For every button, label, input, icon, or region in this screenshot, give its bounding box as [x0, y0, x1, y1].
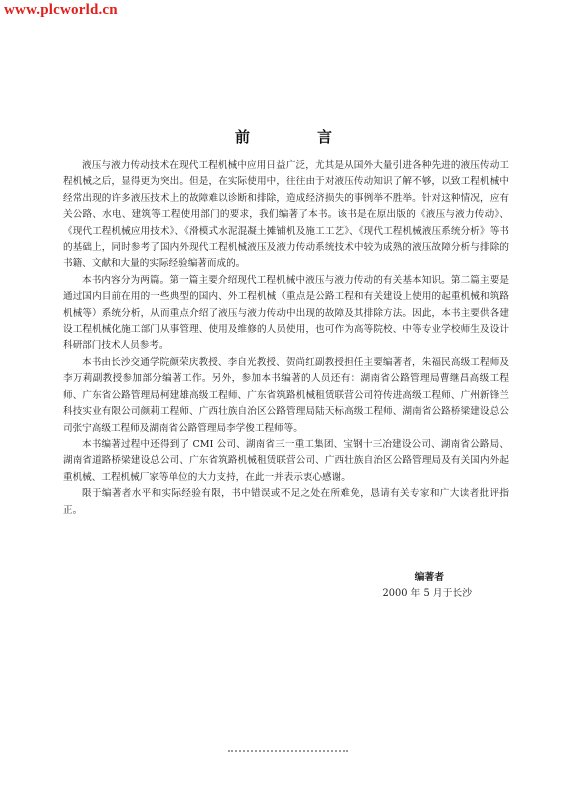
paragraph-1: 液压与液力传动技术在现代工程机械中应用日益广泛，尤其是从国外大量引进各种先进的液压传动工程机械之后，显得更为突出。但是，在实际使用中，往往由于对液压传动知识了解不够，以致工程机械中经常出现的许多液压技术上的故障难以诊断和排除，造成经济损失的事例举不胜举。针对这种情况，应有关公路、水电、建筑等工程使用部门的要求，我们编著了本书。该书是在原出版的《液压与液力传动》、《现代工程机械应用技术》、《滑模式水泥混凝土摊铺机及施工工艺》、《现代工程机械液压系统分析》等书的基础上，同时参考了国内外现代工程机械液压及液力传动系统技术中较为成熟的液压故障分析与排除的书籍、文献和大量的实际经验编著而成的。 [63, 160, 509, 270]
preface-body [63, 158, 509, 519]
signature-date: 2000 年 5 月于长沙 [382, 588, 472, 599]
page-title: 前 言 [234, 128, 358, 146]
paragraph-5: 限于编著者水平和实际经验有限，书中错误或不足之处在所难免，恳请有关专家和广大读者批评指正。 [63, 488, 509, 516]
scan-artifact-divider [228, 750, 348, 754]
watermark-url: www.plcworld.cn [4, 2, 118, 18]
paragraph-2: 本书内容分为两篇。第一篇主要介绍现代工程机械中液压与液力传动的有关基本知识。第二篇主要是通过国内目前在用的一些典型的国内、外工程机械（重点是公路工程和有关建设上使用的起重机械和筑路机械等）系统分析，从而重点介绍了液压与液力传动中出现的故障及其排除方法。因此，本书主要供各建设工程机械化施工部门从事管理、使用及维修的人员使用，也可作为高等院校、中等专业学校师生及设计科研部门技术人员参考。 [63, 274, 509, 352]
signature-author: 编著者 [414, 572, 444, 583]
signature-block [340, 570, 480, 602]
paragraph-3: 本书由长沙交通学院颜荣庆教授、李自光教授、贺尚红副教授担任主要编著者，朱福民高级工程师及李万莉副教授参加部分编著工作。另外，参加本书编著的人员还有：湖南省公路管理局曹继昌高级工程师、广东省公路管理局柯建雄高级工程师、广东省筑路机械租赁联营公司符传进高级工程师、广州新锋兰科技实业有限公司颜莉工程师、广西壮族自治区公路管理局陆天标高级工程师、湖南省公路桥梁建设总公司张宁高级工程师及湖南省公路管理局李学俊工程师等。 [63, 356, 509, 434]
paragraph-4: 本书编著过程中还得到了 CMI 公司、湖南省三一重工集团、宝钢十三冶建设公司、湖南省公路局、湖南省道路桥梁建设总公司、广东省筑路机械租赁联营公司、广西壮族自治区公路管理局及有关国内外起重机械、工程机械厂家等单位的大力支持，在此一并表示衷心感谢。 [63, 438, 509, 483]
